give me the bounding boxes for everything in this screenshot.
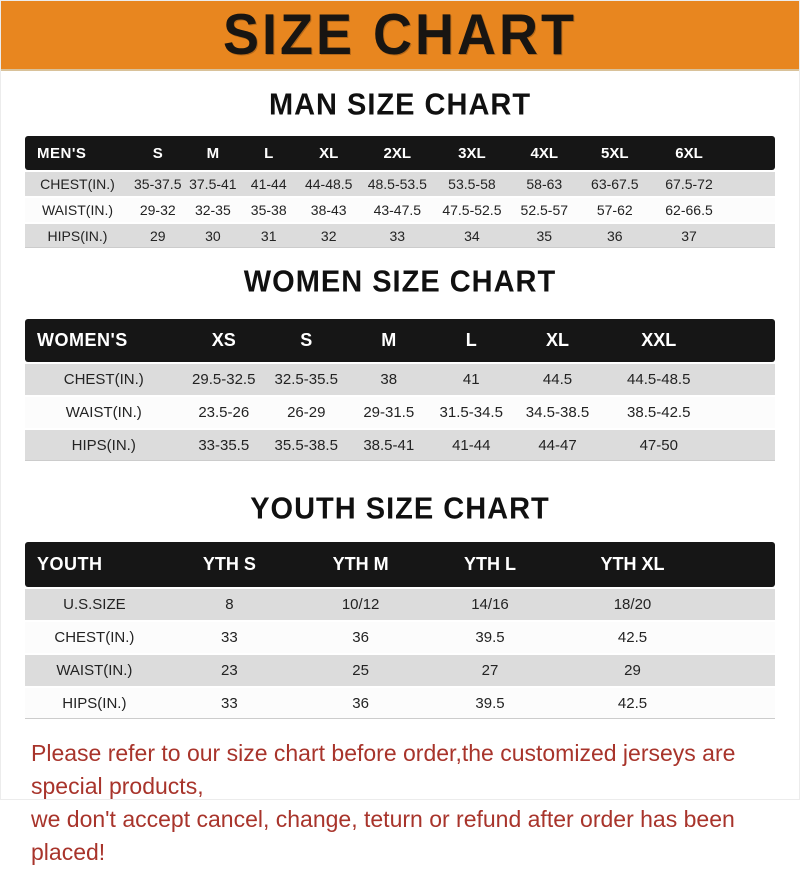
- size-cell: 33: [164, 688, 295, 719]
- table-row: [25, 364, 775, 395]
- size-cell: 53.5-58: [434, 172, 509, 196]
- column-header: XL: [297, 136, 360, 170]
- size-cell: 8: [164, 589, 295, 620]
- size-cell: 32: [297, 224, 360, 248]
- size-cell: 42.5: [554, 622, 712, 653]
- column-header: 5XL: [579, 136, 650, 170]
- row-label: WAIST(IN.): [25, 397, 183, 428]
- column-header: YTH XL: [554, 542, 712, 587]
- table-row: [25, 198, 775, 222]
- table-row: [25, 224, 775, 248]
- row-label: CHEST(IN.): [25, 172, 130, 196]
- size-cell: 23.5-26: [183, 397, 266, 428]
- section-women: [1, 266, 799, 463]
- row-spacer: [728, 198, 775, 222]
- size-cell: 38: [348, 364, 431, 395]
- size-cell: 37: [650, 224, 727, 248]
- men-header-row: [25, 136, 775, 170]
- table-row: [25, 622, 775, 653]
- table-row: [25, 589, 775, 620]
- header-spacer: [728, 136, 775, 170]
- size-cell: 33: [360, 224, 434, 248]
- youth-table-label: YOUTH: [25, 542, 164, 587]
- table-row: [25, 655, 775, 686]
- size-cell: 32.5-35.5: [265, 364, 348, 395]
- youth-section-heading: YOUTH SIZE CHART: [250, 492, 550, 526]
- men-table-label: MEN'S: [25, 136, 130, 170]
- size-cell: 33-35.5: [183, 430, 266, 461]
- table-row: [25, 430, 775, 461]
- size-cell: 31: [240, 224, 297, 248]
- size-cell: 48.5-53.5: [360, 172, 434, 196]
- row-spacer: [715, 430, 775, 461]
- size-cell: 25: [295, 655, 426, 686]
- size-cell: 44.5: [513, 364, 603, 395]
- row-spacer: [711, 688, 775, 719]
- size-cell: 30: [185, 224, 240, 248]
- size-cell: 37.5-41: [185, 172, 240, 196]
- size-cell: 10/12: [295, 589, 426, 620]
- size-cell: 47-50: [603, 430, 716, 461]
- women-size-table: [25, 317, 775, 463]
- size-cell: 35-37.5: [130, 172, 185, 196]
- disclaimer: [31, 737, 799, 869]
- row-label: CHEST(IN.): [25, 364, 183, 395]
- row-spacer: [711, 622, 775, 653]
- row-spacer: [728, 224, 775, 248]
- size-cell: 39.5: [426, 622, 554, 653]
- size-cell: 44-47: [513, 430, 603, 461]
- header-spacer: [711, 542, 775, 587]
- size-cell: 29-31.5: [348, 397, 431, 428]
- banner-title: SIZE CHART: [223, 3, 577, 67]
- size-cell: 34.5-38.5: [513, 397, 603, 428]
- size-cell: 67.5-72: [650, 172, 727, 196]
- disclaimer-line-1: Please refer to our size chart before order,the customized jerseys are special products,: [31, 740, 736, 799]
- table-row: [25, 688, 775, 719]
- row-label: WAIST(IN.): [25, 655, 164, 686]
- women-section-heading: WOMEN SIZE CHART: [243, 265, 557, 299]
- size-cell: 63-67.5: [579, 172, 650, 196]
- row-spacer: [711, 655, 775, 686]
- size-cell: 29: [554, 655, 712, 686]
- size-cell: 41-44: [240, 172, 297, 196]
- row-spacer: [711, 589, 775, 620]
- size-cell: 41-44: [430, 430, 513, 461]
- size-cell: 52.5-57: [509, 198, 579, 222]
- column-header: 2XL: [360, 136, 434, 170]
- size-cell: 26-29: [265, 397, 348, 428]
- size-cell: 29: [130, 224, 185, 248]
- size-cell: 33: [164, 622, 295, 653]
- header-spacer: [715, 319, 775, 362]
- size-cell: 36: [295, 688, 426, 719]
- column-header: YTH S: [164, 542, 295, 587]
- disclaimer-line-2: we don't accept cancel, change, teturn or refund after order has been placed!: [31, 805, 735, 865]
- column-header: XL: [513, 319, 603, 362]
- size-cell: 62-66.5: [650, 198, 727, 222]
- size-cell: 57-62: [579, 198, 650, 222]
- size-cell: 29-32: [130, 198, 185, 222]
- section-youth: [1, 493, 799, 721]
- column-header: YTH M: [295, 542, 426, 587]
- size-cell: 38.5-41: [348, 430, 431, 461]
- size-cell: 29.5-32.5: [183, 364, 266, 395]
- row-label: HIPS(IN.): [25, 224, 130, 248]
- column-header: 3XL: [434, 136, 509, 170]
- size-cell: 14/16: [426, 589, 554, 620]
- column-header: YTH L: [426, 542, 554, 587]
- size-cell: 43-47.5: [360, 198, 434, 222]
- women-table-label: WOMEN'S: [25, 319, 183, 362]
- row-label: CHEST(IN.): [25, 622, 164, 653]
- row-spacer: [715, 397, 775, 428]
- sections: [1, 89, 799, 721]
- size-cell: 34: [434, 224, 509, 248]
- column-header: XS: [183, 319, 266, 362]
- column-header: XXL: [603, 319, 716, 362]
- row-label: U.S.SIZE: [25, 589, 164, 620]
- youth-header-row: [25, 542, 775, 587]
- size-cell: 31.5-34.5: [430, 397, 513, 428]
- banner: [1, 1, 799, 71]
- column-header: 4XL: [509, 136, 579, 170]
- column-header: L: [240, 136, 297, 170]
- men-size-table: [25, 134, 775, 250]
- column-header: M: [185, 136, 240, 170]
- column-header: M: [348, 319, 431, 362]
- size-cell: 35: [509, 224, 579, 248]
- column-header: S: [265, 319, 348, 362]
- size-cell: 18/20: [554, 589, 712, 620]
- column-header: S: [130, 136, 185, 170]
- size-cell: 44.5-48.5: [603, 364, 716, 395]
- row-spacer: [715, 364, 775, 395]
- size-cell: 47.5-52.5: [434, 198, 509, 222]
- size-cell: 27: [426, 655, 554, 686]
- men-section-heading: MAN SIZE CHART: [268, 88, 532, 122]
- column-header: 6XL: [650, 136, 727, 170]
- size-cell: 44-48.5: [297, 172, 360, 196]
- size-cell: 41: [430, 364, 513, 395]
- section-men: [1, 89, 799, 250]
- row-label: HIPS(IN.): [25, 688, 164, 719]
- row-label: HIPS(IN.): [25, 430, 183, 461]
- size-cell: 58-63: [509, 172, 579, 196]
- youth-size-table: [25, 540, 775, 721]
- table-row: [25, 397, 775, 428]
- size-cell: 38.5-42.5: [603, 397, 716, 428]
- size-cell: 36: [579, 224, 650, 248]
- row-spacer: [728, 172, 775, 196]
- size-cell: 23: [164, 655, 295, 686]
- table-row: [25, 172, 775, 196]
- women-header-row: [25, 319, 775, 362]
- size-cell: 42.5: [554, 688, 712, 719]
- size-cell: 35.5-38.5: [265, 430, 348, 461]
- column-header: L: [430, 319, 513, 362]
- size-cell: 38-43: [297, 198, 360, 222]
- size-cell: 32-35: [185, 198, 240, 222]
- row-label: WAIST(IN.): [25, 198, 130, 222]
- size-cell: 39.5: [426, 688, 554, 719]
- size-cell: 35-38: [240, 198, 297, 222]
- size-cell: 36: [295, 622, 426, 653]
